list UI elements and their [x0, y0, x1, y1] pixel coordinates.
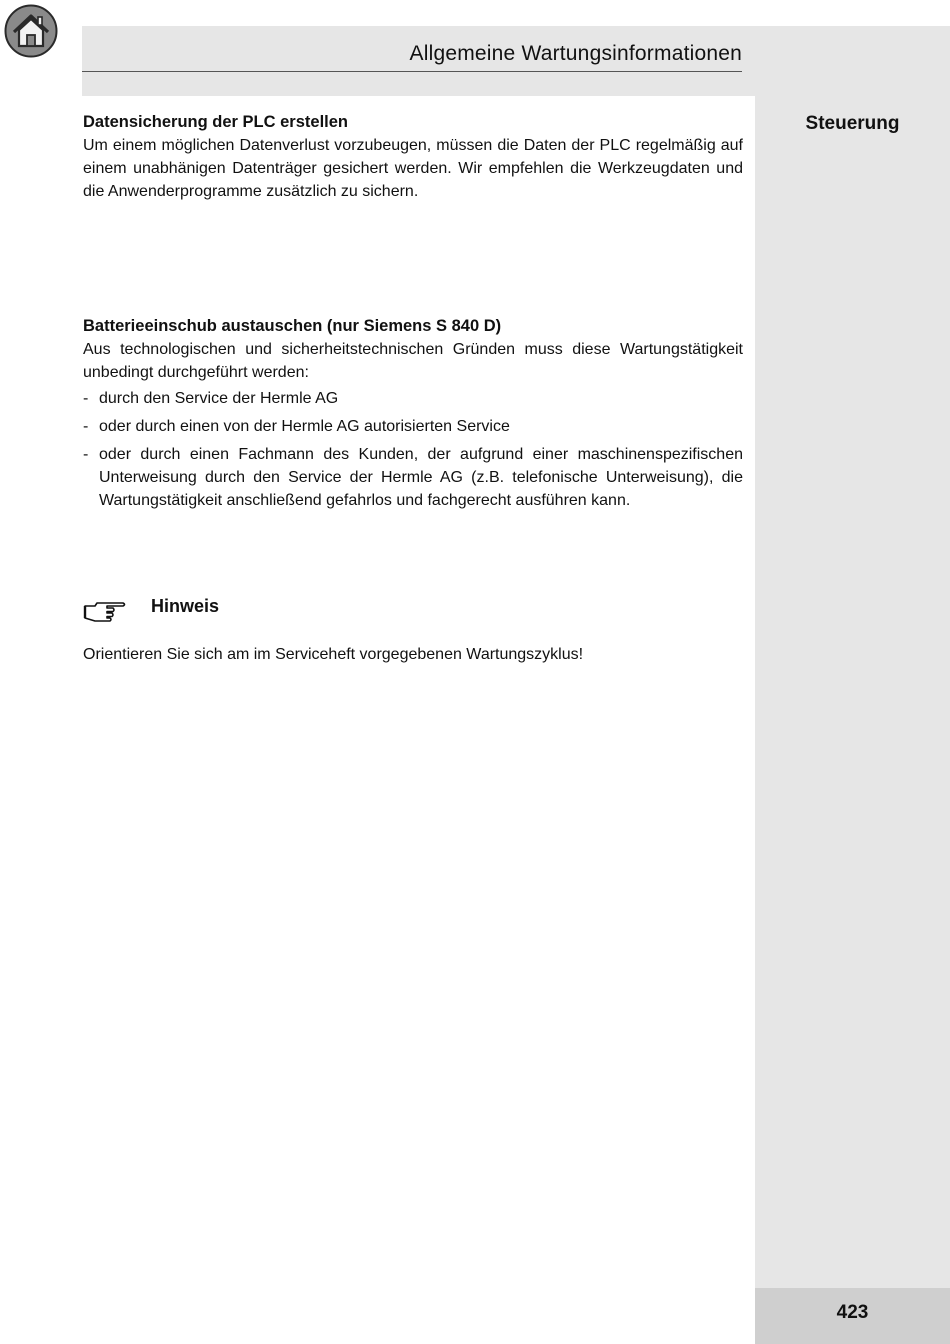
list-item [83, 387, 743, 410]
section-plc-backup [83, 113, 743, 203]
list-item [83, 415, 743, 438]
list-item [83, 443, 743, 512]
header-divider [82, 71, 742, 72]
section-heading: Batterieeinschub austauschen (nur Siemens S 840 D) [83, 317, 502, 335]
bullet-marker: - [83, 418, 89, 435]
bullet-marker: - [83, 446, 89, 463]
hint-text: Orientieren Sie sich am im Serviceheft vorgegebenen Wartungszyklus! [83, 646, 584, 663]
sidebar-column [755, 96, 950, 1344]
list-item-text: oder durch einen Fachmann des Kunden, der aufgrund einer maschinenspezifischen Unterweisung durch den Service der Hermle AG (z.B. telefonische Unterweisung), die Wartungstätigkeit anschließend gefahrlos und fachgerecht ausführen kann. [99, 446, 743, 509]
home-icon[interactable] [4, 4, 58, 58]
section-battery-replacement [83, 317, 743, 517]
pointing-hand-icon [83, 598, 127, 622]
list-item-text: oder durch einen von der Hermle AG autorisierten Service [99, 418, 510, 435]
list-item-text: durch den Service der Hermle AG [99, 390, 339, 407]
page-title: Allgemeine Wartungsinformationen [409, 42, 742, 65]
section-body: Aus technologischen und sicherheitstechnischen Gründen muss diese Wartungstätigkeit unbedingt durchgeführt werden: [83, 341, 743, 381]
section-heading: Datensicherung der PLC erstellen [83, 113, 348, 131]
hint-title: Hinweis [151, 596, 220, 616]
bullet-marker: - [83, 390, 89, 407]
hint-box [83, 596, 483, 626]
section-body: Um einem möglichen Datenverlust vorzubeugen, müssen die Daten der PLC regelmäßig auf einem unabhänigen Datenträger gesichert werden. Wir empfehlen die Werkzeugdaten und die Anwenderprogramme zusätzlich zu sichern. [83, 137, 743, 200]
sidebar-chapter-label: Steuerung [805, 113, 900, 134]
bullet-list [83, 387, 743, 512]
page-number: 423 [836, 1302, 869, 1323]
